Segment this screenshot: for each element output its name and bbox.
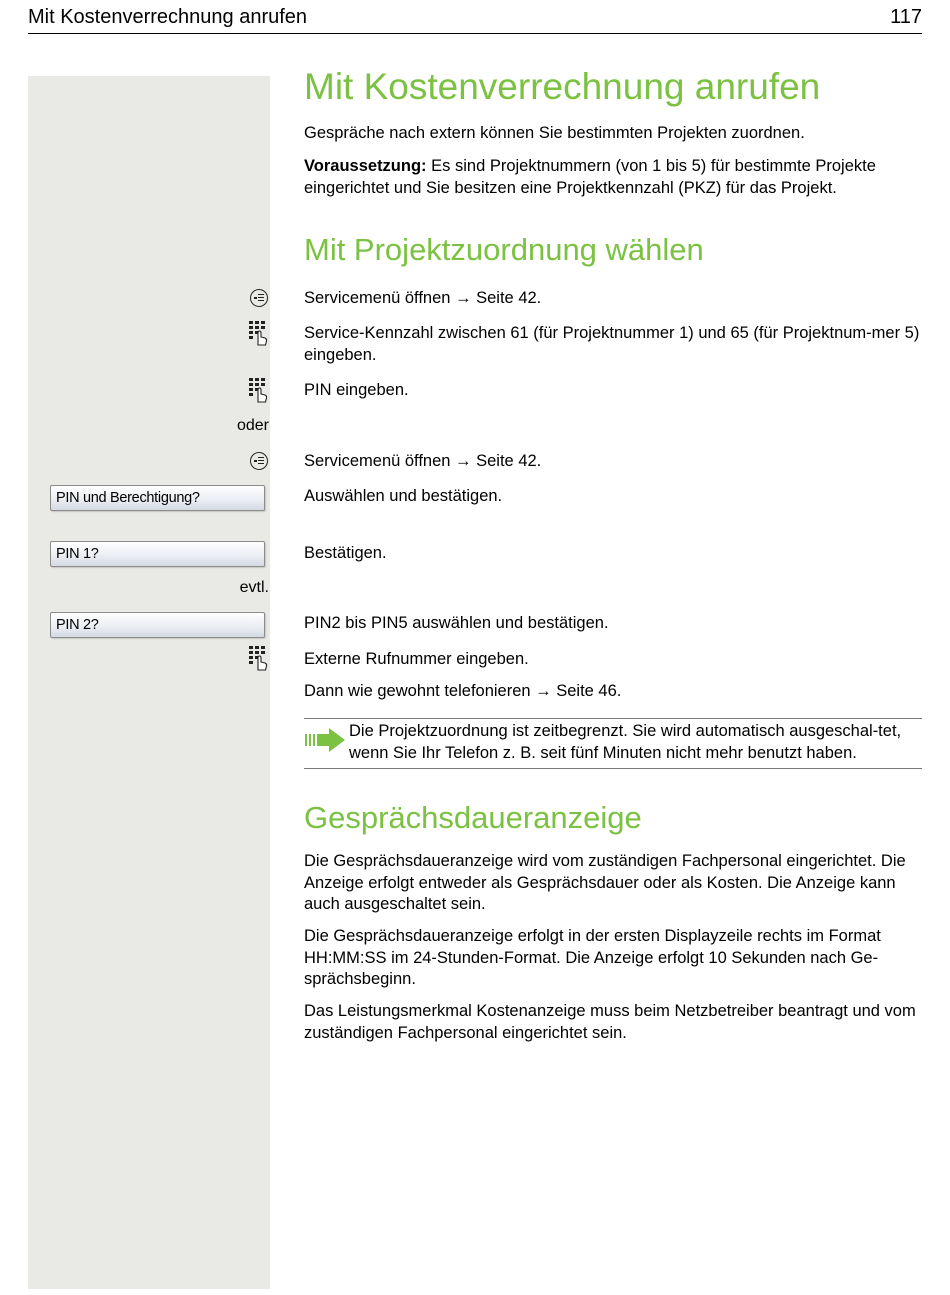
paragraph: Die Gesprächsdaueranzeige erfolgt in der ersten Displayzeile rechts im Format HH:MM:SS im 24-Stunden-Format. Die Anzeige erfolgt 10 Sekunden nach Ge-sprächsbeginn. xyxy=(304,927,881,988)
step-text: PIN2 bis PIN5 auswählen und bestätigen. xyxy=(304,614,609,632)
prerequisite xyxy=(304,156,924,199)
note-rule-top xyxy=(304,718,922,719)
menu-icon xyxy=(250,452,268,470)
paragraph: Die Gesprächsdaueranzeige wird vom zuständigen Fachpersonal eingerichtet. Die Anzeige erfolgt entweder als Gesprächsdauer oder als Kosten. Die Anzeige kann auch ausgeschaltet sein. xyxy=(304,852,906,913)
step-text: Bestätigen. xyxy=(304,544,387,562)
prerequisite-text: Es sind Projektnummern (von 1 bis 5) für bestimmte Projekte eingerichtet und Sie besitzen eine Projektkennzahl (PKZ) für das Projekt. xyxy=(304,157,876,197)
section-title-gespraechsdaueranzeige: Gesprächsdaueranzeige xyxy=(304,800,642,835)
arrow-icon xyxy=(304,726,346,754)
step-text: Dann wie gewohnt telefonieren → Seite 46. xyxy=(304,682,622,700)
sidebar-panel xyxy=(28,76,270,1289)
step-text: Servicemenü öffnen → Seite 42. xyxy=(304,289,542,307)
step-text: Service-Kennzahl zwischen 61 (für Projektnummer 1) und 65 (für Projektnum-mer 5) eingeben. xyxy=(304,324,920,364)
keypad-icon xyxy=(248,377,268,403)
pin-1-button[interactable]: PIN 1? xyxy=(50,541,265,567)
step-text: PIN eingeben. xyxy=(304,381,409,399)
page-title: Mit Kostenverrechnung anrufen xyxy=(304,66,821,107)
paragraph: Das Leistungsmerkmal Kostenanzeige muss beim Netzbetreiber beantragt und vom zuständigen Fachpersonal eingerichtet sein. xyxy=(304,1002,916,1042)
step-text: Auswählen und bestätigen. xyxy=(304,487,503,505)
intro-text: Gespräche nach extern können Sie bestimmten Projekten zuordnen. xyxy=(304,124,805,142)
evtl-label: evtl. xyxy=(239,579,269,596)
step-text: Externe Rufnummer eingeben. xyxy=(304,650,529,668)
note-rule-bottom xyxy=(304,768,922,769)
keypad-icon xyxy=(248,645,268,671)
section-title-projektzuordnung: Mit Projektzuordnung wählen xyxy=(304,232,704,267)
pin-und-berechtigung-button[interactable]: PIN und Berechtigung? xyxy=(50,485,265,511)
keypad-icon xyxy=(248,320,268,346)
prerequisite-label: Voraussetzung: xyxy=(304,157,427,175)
header-rule xyxy=(28,33,922,34)
menu-icon xyxy=(250,289,268,307)
note-text: Die Projektzuordnung ist zeitbegrenzt. Sie wird automatisch ausgeschal-tet, wenn Sie Ihr Telefon z. B. seit fünf Minuten nicht mehr benutzt haben. xyxy=(349,722,902,762)
page-number: 117 xyxy=(890,6,922,28)
step-text: Servicemenü öffnen → Seite 42. xyxy=(304,452,542,470)
pin-2-button[interactable]: PIN 2? xyxy=(50,612,265,638)
running-header-title: Mit Kostenverrechnung anrufen xyxy=(28,6,308,28)
oder-label: oder xyxy=(236,417,269,434)
